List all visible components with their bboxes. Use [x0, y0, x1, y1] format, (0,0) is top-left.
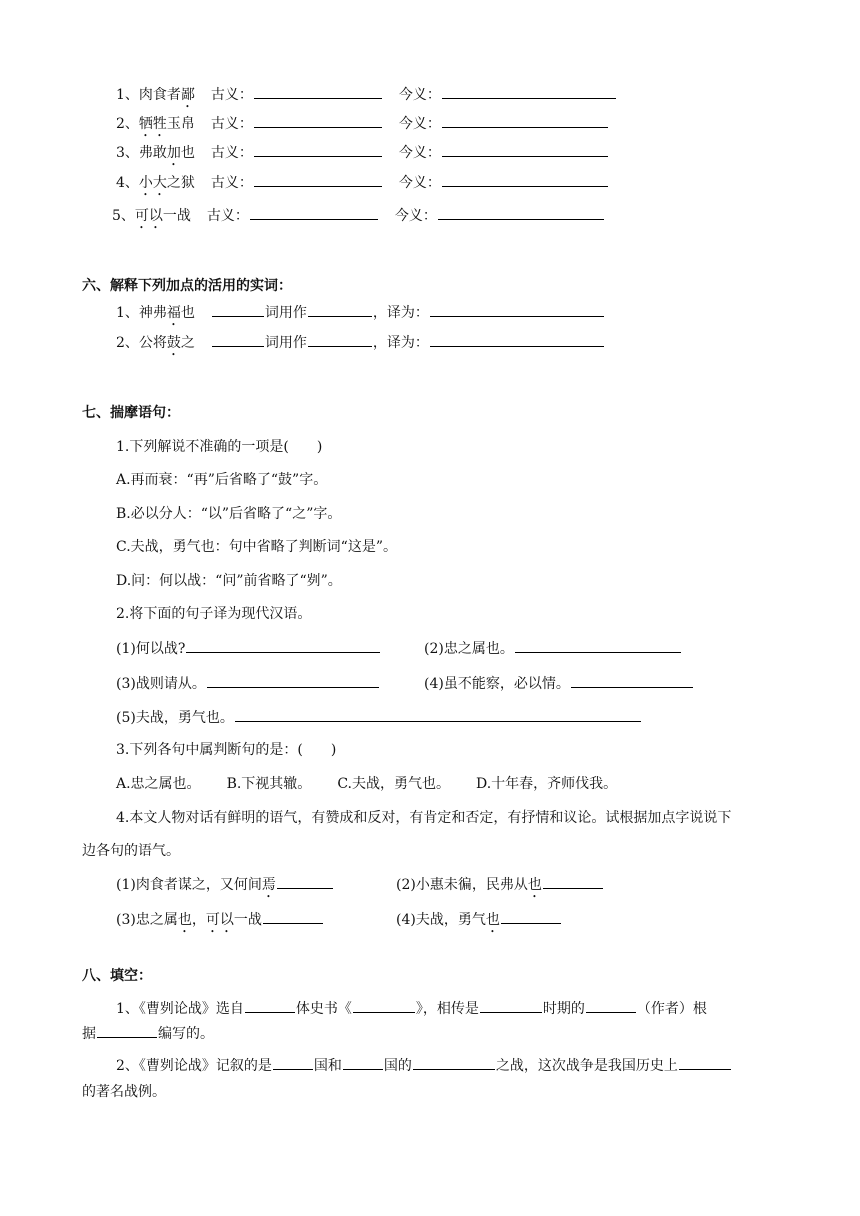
- q3-option-b: B.下视其辙。: [226, 776, 312, 792]
- phrase-text: 之: [180, 335, 195, 351]
- section-6-row-2: [116, 332, 605, 359]
- vocab-row-5: [112, 205, 605, 232]
- gu-label: 古义：: [210, 87, 253, 103]
- jin-label: 今义：: [398, 116, 441, 132]
- fill-line-2: [82, 1023, 214, 1044]
- q4-item-3: [116, 909, 324, 936]
- answer-blank[interactable]: [273, 1055, 313, 1070]
- q1-option-c: C.夫战，勇气也：句中省略了判断词“这是”。: [116, 539, 397, 555]
- fill-text: 之战，这次战争是我国历史上: [495, 1058, 678, 1074]
- answer-blank[interactable]: [430, 332, 604, 347]
- jin-label: 今义：: [398, 175, 441, 191]
- fill-text: （作者）根: [636, 1001, 707, 1017]
- answer-blank[interactable]: [515, 638, 681, 653]
- vocab-row-2: [116, 113, 609, 140]
- answer-blank[interactable]: [543, 874, 603, 889]
- fill-text: 编写的。: [158, 1026, 214, 1042]
- yi-label: ，译为：: [372, 305, 429, 321]
- item-number: 1、: [116, 87, 139, 103]
- item-number: 2、: [116, 335, 139, 351]
- answer-blank[interactable]: [442, 113, 608, 128]
- q3-options: [116, 774, 617, 794]
- sentence-text: (3)忠之属: [116, 912, 178, 928]
- item-number: 5、: [112, 208, 135, 224]
- answer-blank[interactable]: [212, 302, 264, 317]
- sentence-text: (3)战则请从。: [116, 676, 206, 692]
- dotted-word: 也: [485, 912, 500, 928]
- dotted-word: 可以: [205, 912, 234, 928]
- sentence-text: ，: [191, 912, 206, 928]
- answer-blank[interactable]: [413, 1055, 495, 1070]
- answer-blank[interactable]: [501, 909, 561, 924]
- answer-blank[interactable]: [442, 172, 608, 187]
- section-8-title: 八、填空：: [82, 968, 152, 984]
- answer-blank[interactable]: [254, 172, 382, 187]
- q2-item-3: [116, 673, 380, 694]
- dotted-word: 福: [166, 305, 181, 321]
- question-4-line-1: 4.本文人物对话有鲜明的语气，有赞成和反对，有肯定和否定，有抒情和议论。试根据加点字说说下: [116, 810, 732, 826]
- q4-item-1: [116, 874, 334, 901]
- question-4-line-2: 边各句的语气。: [82, 843, 180, 859]
- answer-blank[interactable]: [186, 638, 380, 653]
- dotted-word: 鼓: [166, 335, 181, 351]
- answer-blank[interactable]: [250, 205, 378, 220]
- q3-option-c: C.夫战，勇气也。: [337, 776, 450, 792]
- yi-label: ，译为：: [372, 335, 429, 351]
- dotted-word: 可以: [134, 208, 163, 224]
- ci-label: 词用作: [264, 305, 307, 321]
- sentence-text: (4)夫战，勇气: [396, 912, 486, 928]
- fill-text: 国和: [313, 1058, 342, 1074]
- answer-blank[interactable]: [254, 84, 382, 99]
- phrase-text: 神弗: [138, 305, 167, 321]
- dotted-word: 也: [177, 912, 192, 928]
- answer-blank[interactable]: [442, 84, 616, 99]
- q1-option-b: B.必以分人：“以”后省略了“之”字。: [116, 506, 342, 522]
- answer-blank[interactable]: [212, 332, 264, 347]
- gu-label: 古义：: [210, 116, 253, 132]
- gu-label: 古义：: [206, 208, 249, 224]
- q2-item-1: [116, 638, 381, 659]
- answer-blank[interactable]: [245, 998, 295, 1013]
- fill-line-1: [116, 998, 707, 1019]
- phrase-text: 也: [180, 145, 195, 161]
- jin-label: 今义：: [394, 208, 437, 224]
- vocab-row-4: [116, 172, 609, 199]
- q2-item-4: [424, 673, 694, 694]
- answer-blank[interactable]: [97, 1023, 157, 1038]
- phrase-text: 之狱: [166, 175, 195, 191]
- answer-blank[interactable]: [207, 673, 379, 688]
- item-number: 3、: [116, 145, 139, 161]
- section-6-title: 六、解释下列加点的活用的实词：: [82, 278, 292, 294]
- q1-option-a: A.再而衰：“再”后省略了“鼓”字。: [116, 472, 328, 488]
- sentence-text: (2)小惠未徧，民弗从: [396, 877, 528, 893]
- gu-label: 古义：: [210, 145, 253, 161]
- answer-blank[interactable]: [353, 998, 415, 1013]
- q4-item-2: [396, 874, 604, 901]
- answer-blank[interactable]: [480, 998, 542, 1013]
- answer-blank[interactable]: [430, 302, 604, 317]
- answer-blank[interactable]: [235, 707, 641, 722]
- q2-item-2: [424, 638, 682, 659]
- section-7-title: 七、揣摩语句：: [82, 405, 180, 421]
- answer-blank[interactable]: [254, 113, 382, 128]
- jin-label: 今义：: [398, 87, 441, 103]
- phrase-text: 也: [180, 305, 195, 321]
- q2-item-5: [116, 707, 642, 728]
- answer-blank[interactable]: [571, 673, 693, 688]
- fill-text: 体史书《: [295, 1001, 352, 1017]
- dotted-word: 牺牲: [138, 116, 167, 132]
- q3-option-a: A.忠之属也。: [116, 776, 201, 792]
- dotted-word: 也: [527, 877, 542, 893]
- sentence-text: 一战: [233, 912, 262, 928]
- phrase-text: 肉食者: [138, 87, 181, 103]
- question-1: 1.下列解说不准确的一项是( ): [116, 439, 323, 455]
- sentence-text: (5)夫战，勇气也。: [116, 710, 234, 726]
- jin-label: 今义：: [398, 145, 441, 161]
- phrase-text: 弗敢: [138, 145, 167, 161]
- fill-text: 1、《曹刿论战》选自: [116, 1001, 244, 1017]
- section-6-row-1: [116, 302, 605, 329]
- answer-blank[interactable]: [277, 874, 333, 889]
- ci-label: 词用作: [264, 335, 307, 351]
- item-number: 2、: [116, 116, 139, 132]
- answer-blank[interactable]: [308, 302, 372, 317]
- q1-option-d: D.问：何以战：“问”前省略了“刿”。: [116, 573, 342, 589]
- answer-blank[interactable]: [679, 1055, 731, 1070]
- item-number: 1、: [116, 305, 139, 321]
- sentence-text: (1)何以战?: [116, 641, 186, 657]
- sentence-text: (2)忠之属也。: [424, 641, 514, 657]
- phrase-text: 一战: [162, 208, 191, 224]
- answer-blank[interactable]: [442, 142, 608, 157]
- vocab-row-1: [116, 84, 617, 111]
- sentence-text: (1)肉食者谋之，又何间: [116, 877, 262, 893]
- dotted-word: 焉: [261, 877, 276, 893]
- dotted-word: 鄙: [180, 87, 195, 103]
- q3-option-d: D.十年春，齐师伐我。: [475, 776, 618, 792]
- fill-text: 时期的: [542, 1001, 585, 1017]
- dotted-word: 加: [166, 145, 181, 161]
- question-3: 3.下列各句中属判断句的是：( ): [116, 742, 337, 758]
- vocab-row-3: [116, 142, 609, 169]
- fill-text: 国的: [383, 1058, 412, 1074]
- question-2: 2.将下面的句子译为现代汉语。: [116, 606, 312, 622]
- gu-label: 古义：: [210, 175, 253, 191]
- dotted-word: 小大: [138, 175, 167, 191]
- answer-blank[interactable]: [586, 998, 636, 1013]
- answer-blank[interactable]: [308, 332, 372, 347]
- answer-blank[interactable]: [254, 142, 382, 157]
- answer-blank[interactable]: [263, 909, 323, 924]
- answer-blank[interactable]: [438, 205, 604, 220]
- fill-text: 据: [82, 1026, 96, 1042]
- fill-text: 2、《曹刿论战》记叙的是: [116, 1058, 272, 1074]
- fill-line-4: 的著名战例。: [82, 1084, 166, 1100]
- phrase-text: 公将: [138, 335, 167, 351]
- answer-blank[interactable]: [343, 1055, 383, 1070]
- item-number: 4、: [116, 175, 139, 191]
- fill-line-3: [116, 1055, 732, 1076]
- phrase-text: 玉帛: [166, 116, 195, 132]
- sentence-text: (4)虽不能察，必以情。: [424, 676, 570, 692]
- fill-text: 》，相传是: [415, 1001, 479, 1017]
- q4-item-4: [396, 909, 562, 936]
